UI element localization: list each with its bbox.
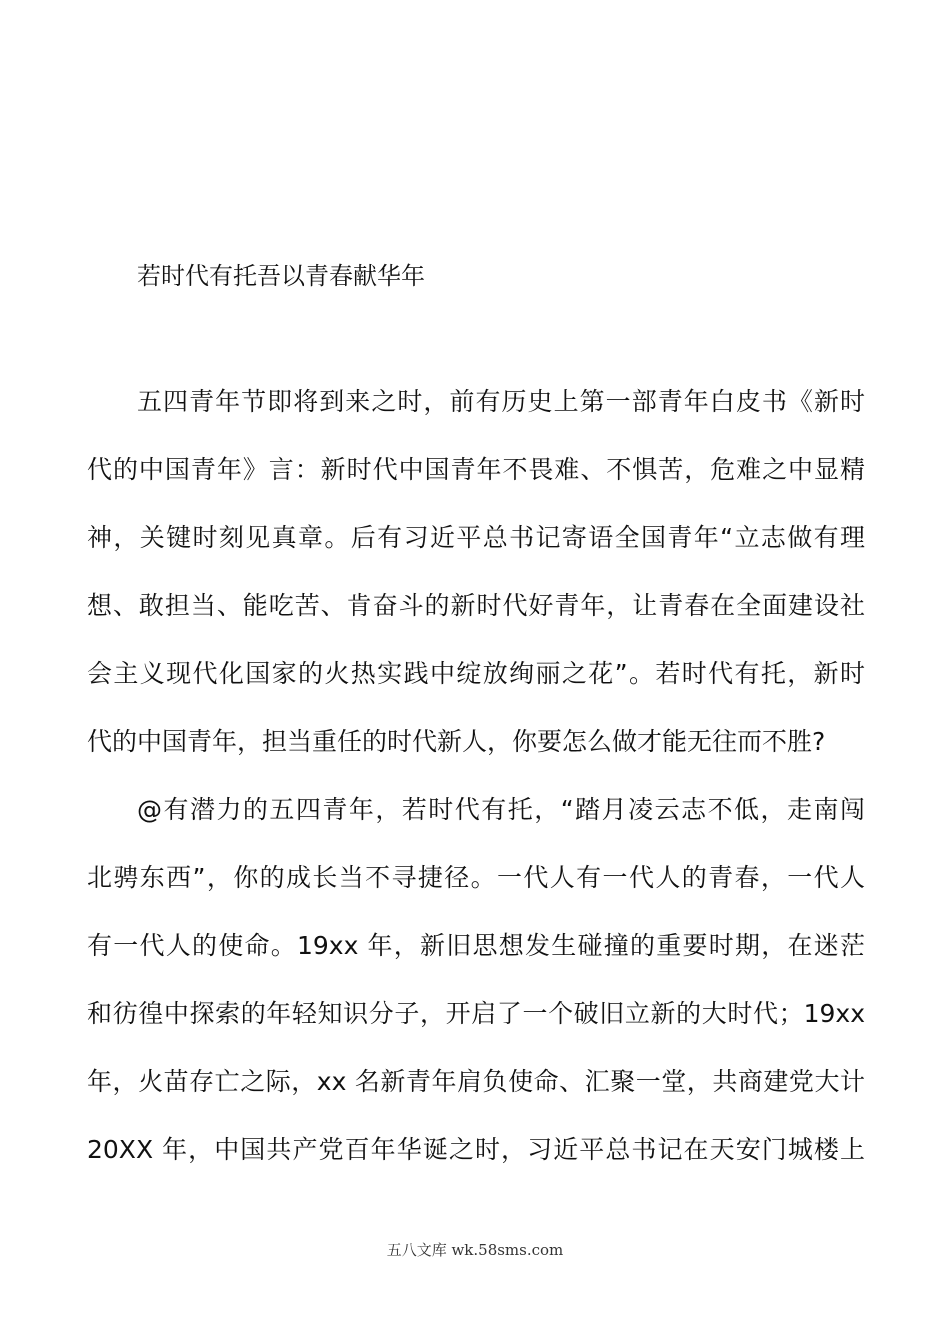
paragraph-1 [87,378,865,786]
document-title: 若时代有托吾以青春献华年 [137,262,425,290]
paragraph-line: 代的中国青年，担当重任的时代新人，你要怎么做才能无往而不胜? [87,727,826,756]
page-footer: 五八文库 wk.58sms.com [386,1241,564,1259]
paragraph-line: 北骋东西”，你的成长当不寻捷径。一代人有一代人的青春，一代人 [87,863,865,892]
paragraph-line: 五四青年节即将到来之时，前有历史上第一部青年白皮书《新时 [137,387,865,416]
paragraph-line: 有一代人的使命。19xx 年，新旧思想发生碰撞的重要时期，在迷茫 [87,931,865,960]
paragraph-line: 代的中国青年》言：新时代中国青年不畏难、不惧苦，危难之中显精 [87,455,865,484]
paragraph-line: 会主义现代化国家的火热实践中绽放绚丽之花”。若时代有托，新时 [87,659,865,688]
paragraph-line: 20XX 年，中国共产党百年华诞之时，习近平总书记在天安门城楼上 [87,1135,865,1164]
paragraph-line: 和彷徨中探索的年轻知识分子，开启了一个破旧立新的大时代；19xx [87,999,865,1028]
paragraph-2 [87,786,865,1194]
paragraph-line: 神，关键时刻见真章。后有习近平总书记寄语全国青年“立志做有理 [87,523,865,552]
document-body [87,378,865,1194]
paragraph-line: 想、敢担当、能吃苦、肯奋斗的新时代好青年，让青春在全面建设社 [87,591,865,620]
paragraph-line: 年，火苗存亡之际，xx 名新青年肩负使命、汇聚一堂，共商建党大计 [87,1067,865,1096]
paragraph-line: @有潜力的五四青年，若时代有托，“踏月凌云志不低，走南闯 [137,795,865,824]
